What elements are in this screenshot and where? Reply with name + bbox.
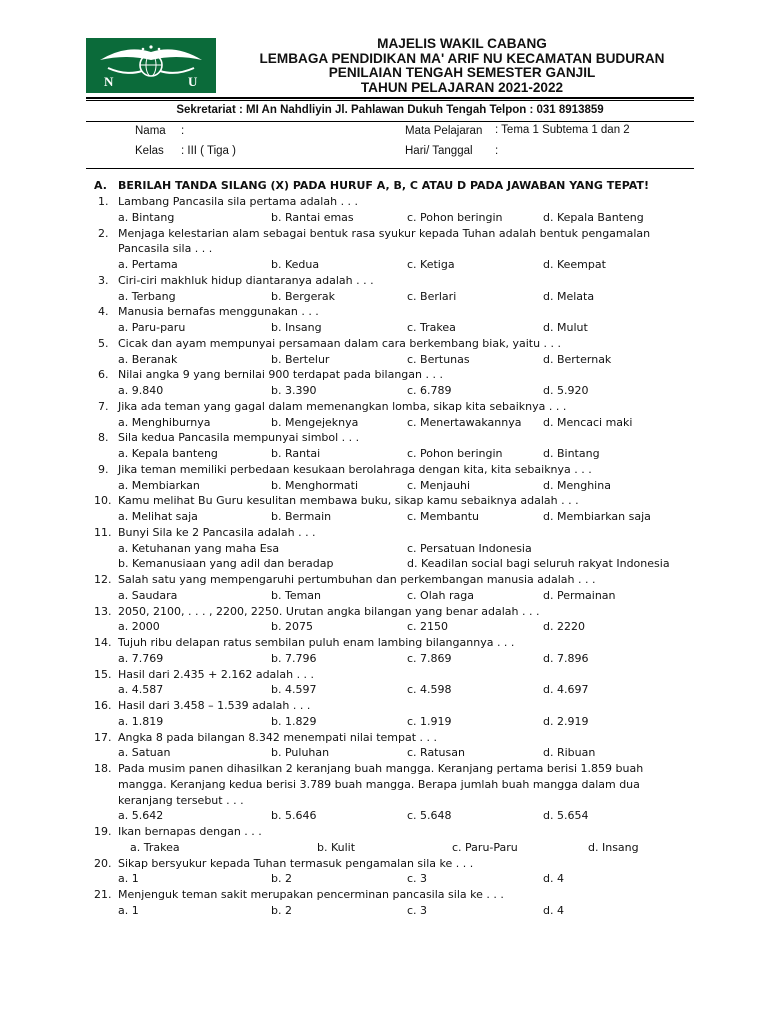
answer-option[interactable]: a. 7.769 (118, 651, 164, 665)
answer-option[interactable]: a. Trakea (130, 840, 180, 854)
answer-option[interactable]: c. 3 (407, 872, 428, 886)
answer-option[interactable]: c. 7.869 (407, 651, 452, 665)
answer-option[interactable]: d. 4 (543, 872, 564, 886)
kelas-value: : III ( Tiga ) (181, 145, 236, 157)
header-line-4: TAHUN PELAJARAN 2021-2022 (360, 79, 564, 95)
header-divider-thin (86, 100, 694, 101)
question-number: 12. (94, 573, 112, 586)
question-text: Bunyi Sila ke 2 Pancasila adalah . . . (118, 525, 316, 539)
answer-option[interactable]: c. Ratusan (407, 746, 465, 760)
answer-option[interactable]: c. Menjauhi (407, 478, 471, 492)
header-line-2: LEMBAGA PENDIDIKAN MA' ARIF NU KECAMATAN BUDURAN (259, 50, 665, 66)
question-number: 7. (98, 399, 109, 413)
answer-option[interactable]: b. Mengejeknya (271, 415, 359, 429)
question-number: 18. (94, 762, 112, 775)
answer-option[interactable]: c. 6.789 (407, 384, 452, 397)
answer-option[interactable]: c. Persatuan Indonesia (407, 541, 532, 555)
answer-option[interactable]: d. 2220 (543, 620, 585, 634)
answer-option[interactable]: a. Satuan (118, 746, 171, 760)
answer-option[interactable]: c. Pohon beringin (407, 447, 503, 460)
question-text: Hasil dari 2.435 + 2.162 adalah . . . (118, 667, 315, 681)
mapel-label: Mata Pelajaran (405, 125, 483, 137)
answer-option[interactable]: b. Rantai (271, 447, 321, 460)
answer-option[interactable]: c. 4.598 (407, 683, 452, 697)
question-text: Sikap bersyukur kepada Tuhan termasuk pengamalan sila ke . . . (118, 856, 474, 870)
tanggal-field[interactable]: : (495, 145, 499, 157)
answer-option[interactable]: a. Terbang (118, 289, 176, 303)
answer-option[interactable]: a. 9.840 (118, 384, 164, 397)
question-number: 6. (98, 368, 109, 382)
answer-option[interactable]: d. Bintang (543, 447, 600, 460)
sekretariat-line: Sekretariat : MI An Nahdliyin Jl. Pahlawan Dukuh Tengah Telpon : 031 8913859 (176, 104, 604, 116)
answer-option[interactable]: a. Melihat saja (118, 510, 198, 523)
question-text: Ciri-ciri makhluk hidup diantaranya adalah . . . (118, 273, 374, 287)
question-number: 5. (98, 336, 109, 350)
question-number: 17. (94, 730, 112, 744)
answer-option[interactable]: c. Bertunas (407, 352, 470, 366)
answer-option[interactable]: c. Berlari (407, 289, 457, 303)
question-text: Jika ada teman yang gagal dalam memenangkan lomba, sikap kita sebaiknya . . . (118, 399, 567, 413)
question-number: 4. (98, 305, 109, 319)
question-text: Tujuh ribu delapan ratus sembilan puluh enam lambing bilangannya . . . (118, 636, 515, 649)
mapel-value: : Tema 1 Subtema 1 dan 2 (495, 124, 630, 136)
answer-option[interactable]: b. Bergerak (271, 289, 336, 303)
question-text: Jika teman memiliki perbedaan kesukaan berolahraga dengan kita, kita sebaiknya . . . (118, 462, 592, 476)
answer-option[interactable]: b. Kulit (317, 840, 356, 854)
question-text: keranjang tersebut . . . (118, 793, 244, 807)
answer-option[interactable]: c. Membantu (407, 510, 479, 523)
sekretariat-divider (86, 121, 694, 122)
question-text: Pancasila sila . . . (118, 242, 213, 256)
answer-option[interactable]: a. Paru-paru (118, 321, 186, 334)
answer-option[interactable]: a. 5.642 (118, 809, 164, 823)
question-text: Lambang Pancasila sila pertama adalah . . . (118, 195, 359, 208)
answer-option[interactable]: d. Permainan (543, 588, 616, 602)
answer-option[interactable]: d. Berternak (543, 352, 612, 366)
question-number: 20. (94, 856, 112, 870)
answer-option[interactable]: d. 2.919 (543, 714, 589, 728)
answer-option[interactable]: a. Membiarkan (118, 478, 200, 492)
answer-option[interactable]: a. Bintang (118, 210, 175, 224)
question-number: 10. (94, 494, 112, 508)
question-number: 21. (94, 888, 112, 901)
answer-option[interactable]: b. Teman (271, 588, 322, 602)
question-number: 14. (94, 636, 112, 649)
answer-option[interactable]: c. Trakea (407, 321, 456, 334)
answer-option[interactable]: d. 7.896 (543, 651, 589, 665)
question-text: Ikan bernapas dengan . . . (118, 825, 262, 838)
question-number: 8. (98, 431, 109, 445)
answer-option[interactable]: d. Melata (543, 289, 595, 303)
answer-option[interactable]: a. Ketuhanan yang maha Esa (118, 541, 280, 555)
question-text: Menjenguk teman sakit merupakan pencerminan pancasila sila ke . . . (118, 888, 504, 901)
section-a-label: A. (94, 179, 107, 192)
answer-option[interactable]: c. 2150 (407, 620, 449, 634)
header-divider-thick (86, 97, 694, 99)
question-text: Hasil dari 3.458 – 1.539 adalah . . . (118, 699, 311, 712)
answer-option[interactable]: c. Menertawakannya (407, 415, 522, 429)
answer-option[interactable]: c. Ketiga (407, 258, 455, 271)
nama-label: Nama (135, 125, 166, 137)
answer-option[interactable]: c. 1.919 (407, 714, 452, 728)
answer-option[interactable]: a. Saudara (118, 588, 178, 602)
question-text: Angka 8 pada bilangan 8.342 menempati nilai tempat . . . (118, 730, 438, 744)
question-number: 1. (98, 195, 109, 208)
answer-option[interactable]: d. Keempat (543, 258, 606, 271)
answer-option[interactable]: d. 5.920 (543, 384, 589, 397)
question-text: Nilai angka 9 yang bernilai 900 terdapat pada bilangan . . . (118, 368, 443, 382)
answer-option[interactable]: a. Menghiburnya (118, 415, 211, 429)
question-text: mangga. Keranjang kedua berisi 3.789 buah mangga. Berapa jumlah buah mangga dalam dua (118, 777, 640, 791)
answer-option[interactable]: d. Kepala Banteng (543, 210, 644, 224)
header-line-3: PENILAIAN TENGAH SEMESTER GANJIL (328, 65, 596, 80)
answer-option[interactable]: a. Kepala banteng (118, 447, 218, 460)
question-text: Menjaga kelestarian alam sebagai bentuk rasa syukur kepada Tuhan adalah bentuk pengamalan (118, 226, 651, 240)
answer-option[interactable]: b. 2 (271, 903, 292, 917)
question-text: Sila kedua Pancasila mempunyai simbol . . . (118, 431, 360, 445)
answer-option[interactable]: a. Pertama (118, 258, 178, 271)
answer-option[interactable]: b. 3.390 (271, 384, 317, 397)
answer-option[interactable]: a. 4.587 (118, 683, 164, 697)
answer-option[interactable]: c. 3 (407, 903, 428, 917)
answer-option[interactable]: a. 1.819 (118, 714, 164, 728)
question-number: 2. (98, 226, 109, 240)
section-a-instruction: BERILAH TANDA SILANG (X) PADA HURUF A, B, C ATAU D PADA JAWABAN YANG TEPAT! (118, 179, 649, 192)
question-text: Cicak dan ayam mempunyai persamaan dalam cara berkembang biak, yaitu . . . (118, 336, 562, 350)
answer-option[interactable]: c. 5.648 (407, 809, 452, 823)
section-a-heading (0, 179, 768, 193)
answer-option[interactable]: b. 2075 (271, 620, 313, 634)
answer-option[interactable]: b. Bertelur (271, 352, 330, 366)
answer-option[interactable]: c. Olah raga (407, 588, 474, 602)
logo-letter-n: N (104, 74, 114, 89)
answer-option[interactable]: d. Membiarkan saja (543, 510, 651, 523)
kelas-label: Kelas (135, 145, 164, 157)
answer-option[interactable]: b. 1.829 (271, 714, 317, 728)
answer-option[interactable]: d. 5.654 (543, 809, 589, 823)
question-number: 9. (98, 462, 109, 476)
answer-option[interactable]: b. 4.597 (271, 683, 317, 697)
nu-logo (86, 38, 216, 93)
answer-option[interactable]: b. Bermain (271, 510, 332, 523)
question-text: Pada musim panen dihasilkan 2 keranjang buah mangga. Keranjang pertama berisi 1.859 buah (118, 762, 644, 775)
question-text: Kamu melihat Bu Guru kesulitan membawa buku, sikap kamu sebaiknya adalah . . . (118, 494, 579, 508)
answer-option[interactable]: d. Menghina (543, 478, 611, 492)
answer-option[interactable]: b. Menghormati (271, 478, 359, 492)
tanggal-label: Hari/ Tanggal (405, 145, 473, 157)
answer-option[interactable]: b. Kedua (271, 258, 320, 271)
answer-option[interactable]: b. Rantai emas (271, 210, 354, 224)
question-text: 2050, 2100, . . . , 2200, 2250. Urutan angka bilangan yang benar adalah . . . (118, 604, 540, 618)
question-text: Manusia bernafas menggunakan . . . (118, 305, 319, 319)
answer-option[interactable]: c. Pohon beringin (407, 210, 503, 224)
answer-option[interactable]: d. Insang (588, 840, 639, 854)
header-line-1: MAJELIS WAKIL CABANG (377, 36, 547, 51)
answer-option[interactable]: d. 4 (543, 903, 564, 917)
question-number: 16. (94, 699, 112, 712)
answer-option[interactable]: b. 7.796 (271, 651, 317, 665)
answer-option[interactable]: d. Mencaci maki (543, 415, 633, 429)
answer-option[interactable]: d. Mulut (543, 321, 588, 334)
answer-option[interactable]: b. 2 (271, 872, 292, 886)
answer-option[interactable]: c. Paru-Paru (452, 840, 518, 854)
answer-option[interactable]: a. 1 (118, 872, 139, 886)
question-number: 11. (94, 525, 112, 539)
answer-option[interactable]: b. Kemanusiaan yang adil dan beradap (118, 557, 334, 571)
question-number: 3. (98, 273, 109, 287)
answer-option[interactable]: b. Puluhan (271, 746, 330, 760)
answer-option[interactable]: d. Ribuan (543, 746, 596, 760)
answer-option[interactable]: d. Keadilan social bagi seluruh rakyat Indonesia (407, 557, 670, 571)
answer-option[interactable]: b. 5.646 (271, 809, 317, 823)
question-number: 15. (94, 667, 112, 681)
question-number: 13. (94, 604, 112, 618)
identity-divider (86, 168, 694, 169)
answer-option[interactable]: a. 2000 (118, 620, 160, 634)
answer-option[interactable]: a. Beranak (118, 352, 178, 366)
nama-field[interactable]: : (181, 125, 185, 137)
answer-option[interactable]: a. 1 (118, 903, 139, 917)
question-text: Salah satu yang mempengaruhi pertumbuhan dan perkembangan manusia adalah . . . (118, 573, 596, 586)
document-header (220, 37, 704, 95)
question-number: 19. (94, 825, 112, 838)
logo-letter-u: U (188, 74, 198, 89)
answer-option[interactable]: d. 4.697 (543, 683, 589, 697)
answer-option[interactable]: b. Insang (271, 321, 322, 334)
